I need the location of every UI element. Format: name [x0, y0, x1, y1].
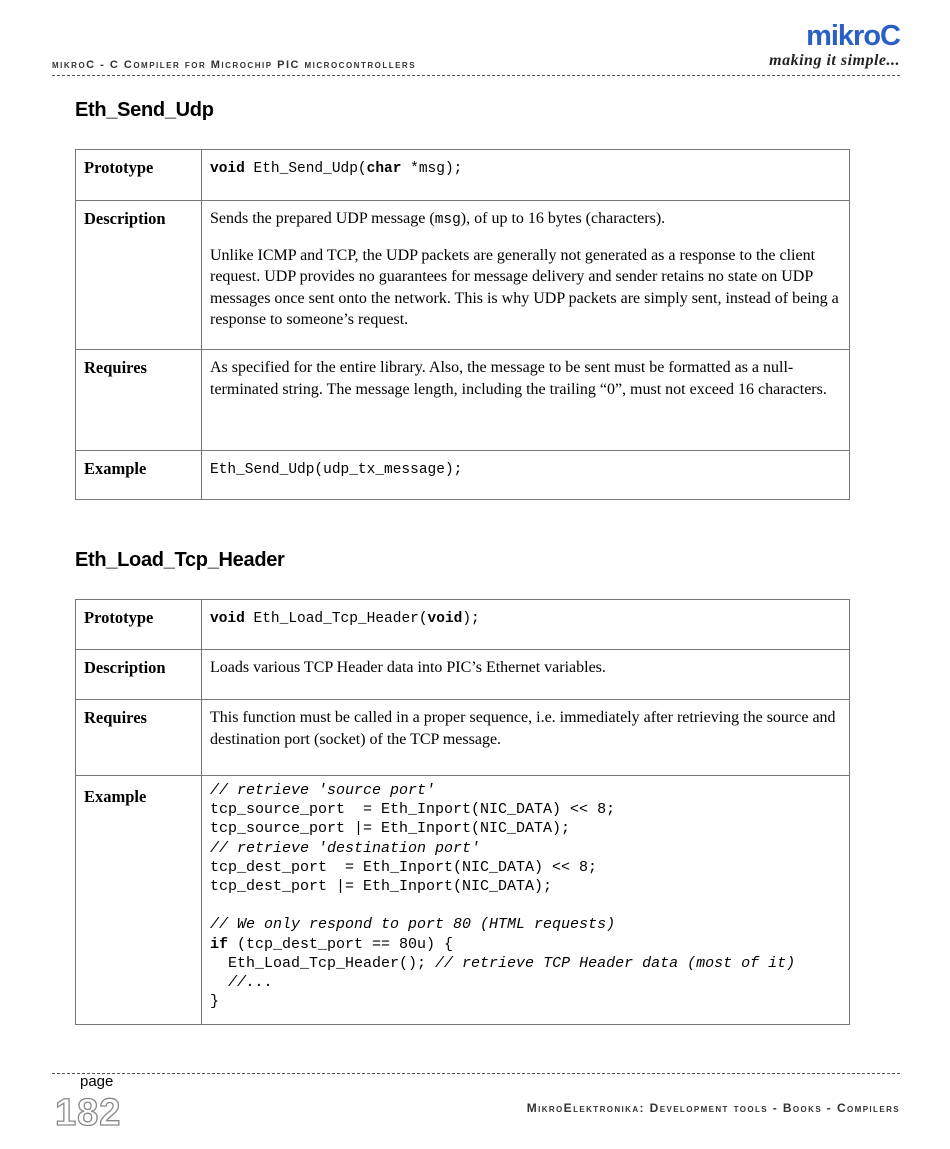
prototype-label: Prototype [76, 150, 202, 201]
brand-logo: mikroC [806, 20, 900, 52]
requires-row [76, 350, 850, 451]
example-row [76, 776, 850, 1025]
code-line: Eth_Load_Tcp_Header(); [210, 954, 436, 972]
code-line: tcp_source_port |= Eth_Inport(NIC_DATA); [210, 820, 571, 838]
prototype-text: Eth_Load_Tcp_Header( [244, 611, 428, 627]
prototype-text: Eth_Send_Udp( [244, 161, 367, 177]
code-comment: // We only respond to port 80 (HTML requests) [210, 916, 616, 934]
description-value [202, 201, 850, 350]
keyword: void [427, 611, 463, 627]
code-line: tcp_source_port = Eth_Inport(NIC_DATA) << 8; [210, 801, 616, 819]
description-row [76, 201, 850, 350]
header-divider [52, 75, 900, 76]
eth-send-udp-table [75, 149, 850, 500]
header-title: mikroC - C Compiler for Microchip PIC microcontrollers [52, 59, 417, 71]
description-value: Loads various TCP Header data into PIC’s Ethernet variables. [202, 650, 850, 700]
example-code-block [210, 781, 841, 1011]
code-keyword: if [210, 935, 229, 953]
description-row [76, 650, 850, 700]
footer-divider [52, 1073, 900, 1074]
prototype-text: *msg); [401, 161, 463, 177]
page-number: 182 [55, 1092, 122, 1134]
description-label: Description [76, 201, 202, 350]
prototype-text: ); [462, 611, 480, 627]
example-label: Example [76, 451, 202, 500]
description-text: Sends the prepared UDP message ( [210, 210, 435, 227]
footer-title: MikroElektronika: Development tools - Books - Compilers [526, 1101, 900, 1115]
keyword: char [366, 161, 402, 177]
page-label: page [80, 1073, 114, 1090]
prototype-label: Prototype [76, 600, 202, 650]
code-line: (tcp_dest_port == 80u) { [228, 935, 454, 953]
inline-code: msg [434, 212, 461, 228]
description-text: ), of up to 16 bytes (characters). [460, 210, 666, 227]
code-line: } [210, 993, 220, 1011]
example-code: Eth_Send_Udp(udp_tx_message); [210, 462, 463, 478]
code-comment: // retrieve TCP Header data (most of it) [435, 954, 796, 972]
requires-row [76, 700, 850, 776]
code-comment: // retrieve 'source port' [210, 782, 436, 799]
section-heading-eth-send-udp: Eth_Send_Udp [75, 99, 214, 121]
description-paragraph: Unlike ICMP and TCP, the UDP packets are generally not generated as a response to the client request. UDP provides no guarantees for message delivery and sender retains no state on UDP messages once sent onto the network. This is why UDP packets are simply sent, instead of being a response to someone’s request. [210, 246, 839, 328]
example-row [76, 451, 850, 500]
section-heading-eth-load-tcp-header: Eth_Load_Tcp_Header [75, 549, 285, 571]
requires-label: Requires [76, 350, 202, 451]
tagline: making it simple... [769, 52, 900, 69]
prototype-row [76, 600, 850, 650]
eth-load-tcp-header-table [75, 599, 850, 1025]
requires-value: This function must be called in a proper sequence, i.e. immediately after retrieving the source and destination port (socket) of the TCP message. [202, 700, 850, 776]
example-value [202, 451, 850, 500]
prototype-row [76, 150, 850, 201]
example-value [202, 776, 850, 1025]
code-line: tcp_dest_port |= Eth_Inport(NIC_DATA); [210, 878, 553, 896]
requires-label: Requires [76, 700, 202, 776]
requires-value: As specified for the entire library. Also, the message to be sent must be formatted as a null-terminated string. The message length, including the trailing “0”, must not exceed 16 characters. [202, 350, 850, 451]
prototype-value [202, 600, 850, 650]
description-label: Description [76, 650, 202, 700]
keyword: void [210, 161, 245, 177]
keyword: void [210, 611, 245, 627]
example-label: Example [76, 776, 202, 1025]
code-comment: //... [210, 974, 274, 992]
code-line: tcp_dest_port = Eth_Inport(NIC_DATA) << 8; [210, 858, 598, 876]
prototype-value [202, 150, 850, 201]
code-comment: // retrieve 'destination port' [210, 839, 481, 857]
